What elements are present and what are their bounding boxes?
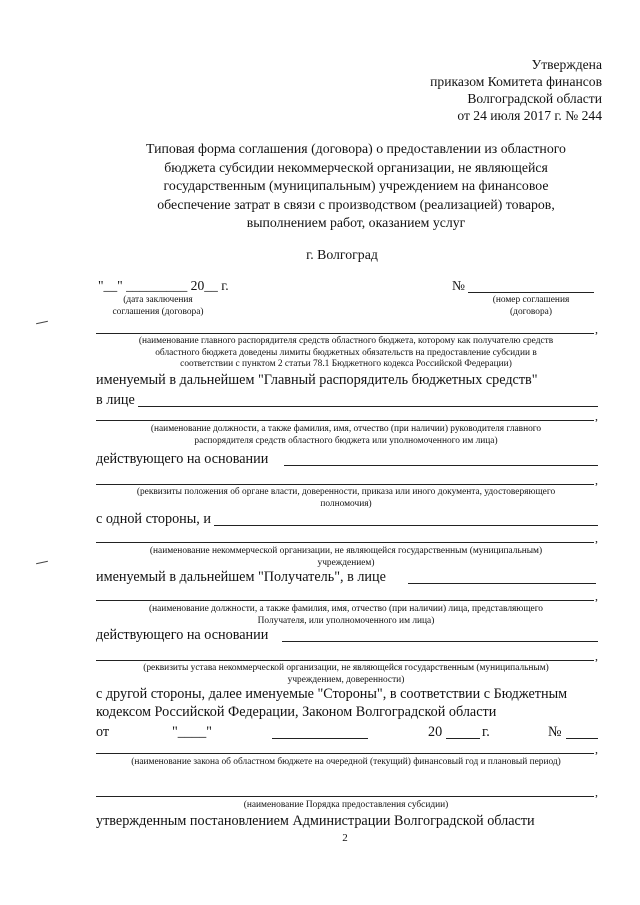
org-name-field[interactable] xyxy=(96,542,594,543)
main-distributor-name-field[interactable] xyxy=(96,333,594,334)
requisites-field[interactable] xyxy=(96,484,594,485)
margin-mark xyxy=(36,561,48,564)
acting-basis-label-2: действующего на основании xyxy=(96,627,269,643)
law-number-symbol: № xyxy=(548,724,562,740)
title-line-4: обеспечение затрат в связи с производством (реализацией) товаров, xyxy=(157,196,555,212)
title-line-1: Типовая форма соглашения (договора) о предоставлении из областного xyxy=(146,141,566,156)
approval-line-2: приказом Комитета финансов xyxy=(430,74,602,89)
org-name-inline-field[interactable] xyxy=(214,525,598,526)
law-day-field[interactable]: "____" xyxy=(172,724,212,740)
approved-by-text: утвержденным постановлением Администрации Волгоградской области xyxy=(96,813,535,829)
referred-main-text: именуемый в дальнейшем "Главный распорядитель бюджетных средств" xyxy=(96,372,538,388)
requisites-caption: (реквизиты положения об органе власти, доверенности, приказа или иного документа, удостоверяющего полномочия) xyxy=(136,487,556,509)
page-number: 2 xyxy=(342,832,348,844)
date-field[interactable]: "__" _________ 20__ г. xyxy=(98,278,229,293)
other-side-line-1: с другой стороны, далее именуемые "Стороны", в соответствии с Бюджетным xyxy=(96,686,568,702)
title-line-3: государственным (муниципальным) учреждением на финансовое xyxy=(163,178,549,193)
recipient-person-field[interactable] xyxy=(408,583,596,584)
position-caption: (наименование должности, а также фамилия, имя, отчество (при наличии) руководителя главного распорядителя средств областного бюджета или уполномоченного им лица) xyxy=(150,424,542,446)
law-number-field[interactable] xyxy=(566,738,598,739)
date-caption: (дата заключения соглашения (договора) xyxy=(112,295,204,317)
number-caption: (номер соглашения (договора) xyxy=(492,295,570,317)
recipient-position-field[interactable] xyxy=(96,600,594,601)
budget-law-caption: (наименование закона об областном бюджете на очередной (текущий) финансовый год и плановый период) xyxy=(131,757,561,767)
approval-line-1: Утверждена xyxy=(531,57,602,72)
document-page: Утверждена приказом Комитета финансов Волгоградской области от 24 июля 2017 г. № 244 Типовая форма соглашения (договора) о предоставлении из областного бюджета субсидии некоммерческой организации, не являющейся государственным (муниципальным) учреждением на финансовое обеспечение затрат в связи с производством (реализацией) товаров, выполнением работ, оказанием услуг г. Волгоград "__" _________ 20__ г. № (дата заключения соглашения (договора) (номер соглашения (договора) , (наименование главного распорядителя средств областного бюджета, которому как получателю средств областного бюджета доведены лимиты бюджетных обязательств на предоставление субсидии в соответствии с пунктом 2 статьи 78.1 Бюджетного кодекса Российской Федерации) именуемый в дальнейшем "Главный распорядитель бюджетных средств" в лице , (наименование должности, а также фамилия, имя, отчество (при наличии) руководителя главного распорядителя средств областного бюджета или уполномоченного им лица) действующего на основании , (реквизиты положения об органе власти, доверенности, приказа или иного документа, удостоверяющего полномочия) с одной стороны, и , (наименование некоммерческой организации, не являющейся государственным (муниципальным) учреждением) именуемый в дальнейшем "Получатель", в лице , (наименование должности, а также фамилия, имя, отчество (при наличии) лица, представляющего Получателя, или уполномоченного им лица) действующего на основании , (реквизиты устава некоммерческой организации, не являющейся государственным (муниципальным) учреждением, доверенности) с другой стороны, далее именуемые "Стороны", в соответствии с Бюджетным кодексом Российской Федерации, Законом Волгоградской области от "____" 20 г. № , (наименование закона об областном бюджете на очередной (текущий) финансовый год и плановый период) , (наименование Порядка предоставления субсидии) утвержденным постановлением Администрации Волгоградской области 2 xyxy=(0,0,640,905)
title-line-5: выполнением работ, оказанием услуг xyxy=(246,215,466,230)
budget-law-field[interactable] xyxy=(96,753,594,754)
acting-basis-label-1: действующего на основании xyxy=(96,451,269,467)
charter-field[interactable] xyxy=(96,660,594,661)
margin-mark xyxy=(36,321,48,324)
from-label: от xyxy=(96,724,110,740)
charter-caption: (реквизиты устава некоммерческой организации, не являющейся государственным (муниципальным) учреждением, доверенности) xyxy=(143,663,549,685)
position-field[interactable] xyxy=(96,420,594,421)
law-year-field[interactable] xyxy=(446,738,480,739)
acting-basis-field-2[interactable] xyxy=(282,641,598,642)
procedure-field[interactable] xyxy=(96,796,594,797)
approval-line-4: от 24 июля 2017 г. № 244 xyxy=(457,108,602,123)
in-person-label: в лице xyxy=(96,392,135,408)
agreement-number-field[interactable] xyxy=(468,292,594,293)
one-side-text: с одной стороны, и xyxy=(96,511,211,527)
acting-basis-field-1[interactable] xyxy=(284,465,598,466)
org-name-caption: (наименование некоммерческой организации, не являющейся государственным (муниципальным) учреждением) xyxy=(149,546,543,568)
in-person-field[interactable] xyxy=(138,406,598,407)
approval-line-3: Волгоградской области xyxy=(467,91,602,106)
referred-recipient-text: именуемый в дальнейшем "Получатель", в лице xyxy=(96,569,386,585)
law-year-20: 20 xyxy=(428,724,443,740)
agreement-number-symbol: № xyxy=(452,278,465,293)
law-year-g: г. xyxy=(482,724,490,740)
law-month-field[interactable] xyxy=(272,738,368,739)
recipient-position-caption: (наименование должности, а также фамилия, имя, отчество (при наличии) лица, представляющего Получателя, или уполномоченного им лица) xyxy=(149,604,543,626)
document-title xyxy=(96,140,616,233)
procedure-caption: (наименование Порядка предоставления субсидии) xyxy=(243,800,449,810)
title-line-2: бюджета субсидии некоммерческой организации, не являющейся xyxy=(164,159,548,175)
approval-block xyxy=(430,56,602,124)
main-distributor-caption: (наименование главного распорядителя средств областного бюджета, которому как получателю средств областного бюджета доведены лимиты бюджетных обязательств на предоставление субсидии в соответствии с пунктом 2 статьи 78.1 Бюджетного кодекса Российской Федерации) xyxy=(138,336,554,369)
city: г. Волгоград xyxy=(306,247,378,262)
other-side-line-2: кодексом Российской Федерации, Законом Волгоградской области xyxy=(96,704,497,720)
